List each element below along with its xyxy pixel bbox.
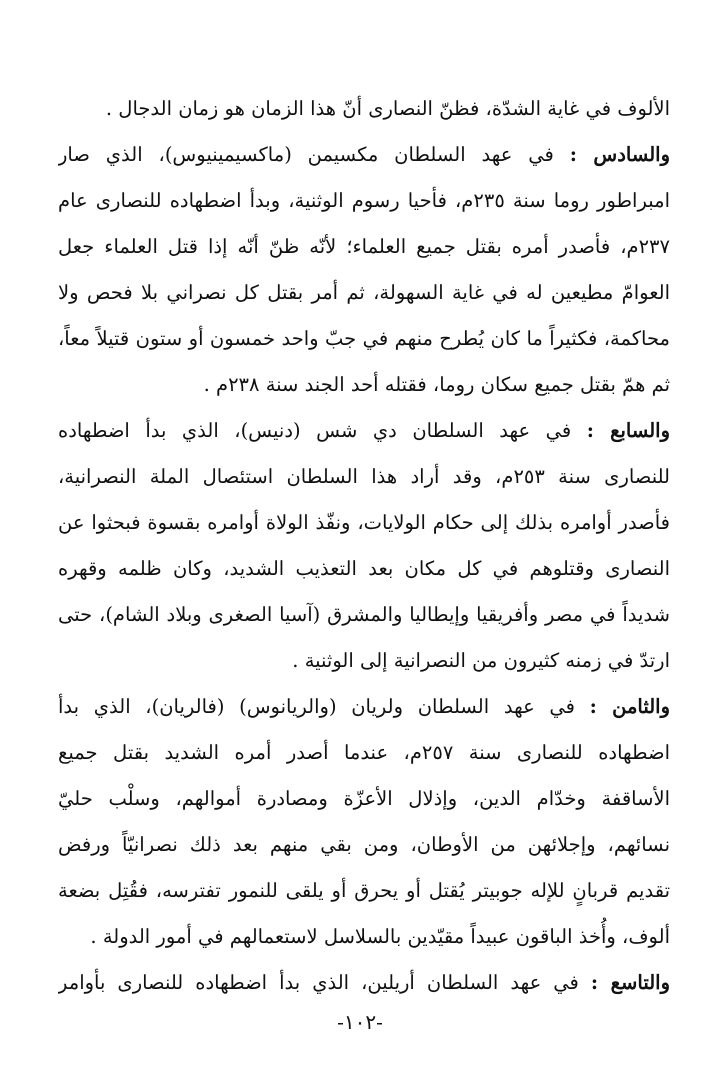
text-line [58,224,670,270]
line-text: نسائهم، وإجلائهن من الأوطان، ومن بقي منهم بعد ذلك نصرانيّاً ورفض [58,833,670,856]
line-text: الألوف في غاية الشدّة، فظنّ النصارى أنّ هذا الزمان هو زمان الدجال . [105,97,670,120]
line-text: في عهد السلطان دي شس (دنيس)، الذي بدأ اضطهاده [58,419,587,442]
line-text: للنصارى سنة ٢٥٣م، وقد أراد هذا السلطان استئصال الملة النصرانية، [58,465,670,488]
text-line [58,454,670,500]
text-line [58,776,670,822]
text-line [58,362,670,408]
line-text: ارتدّ في زمنه كثيرون من النصرانية إلى الوثنية . [292,649,670,672]
text-line [58,868,670,914]
text-line [58,408,670,454]
text-line [58,684,670,730]
section-heading: والسادس : [569,143,670,166]
line-text: النصارى وقتلوهم في كل مكان بعد التعذيب الشديد، وكان ظلمه وقهره [58,557,670,580]
line-text: في عهد السلطان ولريان (والريانوس) (فالريان)، الذي بدأ [58,695,590,718]
section-heading: والتاسع : [590,971,670,994]
text-line [58,86,670,132]
line-text: ٢٣٧م، فأصدر أمره بقتل جميع العلماء؛ لأنّه ظنّ أنّه إذا قتل العلماء جعل [58,235,670,258]
line-text: في عهد السلطان أريلين، الذي بدأ اضطهاده للنصارى بأوامر [58,971,591,994]
text-line [58,270,670,316]
text-line [58,960,670,1006]
text-line [58,178,670,224]
page-number: -١٠٢- [337,1010,383,1034]
text-line [58,638,670,684]
text-line [58,132,670,178]
text-line [58,592,670,638]
text-line [58,914,670,960]
text-line [58,500,670,546]
line-text: فأصدر أوامره بذلك إلى حكام الولايات، ونفّذ الولاة أوامره بقسوة فبحثوا عن [58,511,670,534]
text-line [58,316,670,362]
text-line [58,822,670,868]
line-text: العوامّ مطيعين له في غاية السهولة، ثم أمر بقتل كل نصراني بلا فحص ولا [58,281,670,304]
page-body [58,86,670,1006]
text-line [58,546,670,592]
line-text: شديداً في مصر وأفريقيا وإيطاليا والمشرق (آسيا الصغرى وبلاد الشام)، حتى [58,603,670,626]
line-text: امبراطور روما سنة ٢٣٥م، فأحيا رسوم الوثنية، وبدأ اضطهاده للنصارى عام [58,189,670,212]
line-text: ثم همّ بقتل جميع سكان روما، فقتله أحد الجند سنة ٢٣٨م . [203,373,670,396]
line-text: اضطهاده للنصارى سنة ٢٥٧م، عندما أصدر أمره الشديد بقتل جميع [58,741,670,764]
line-text: ألوف، وأُخذ الباقون عبيداً مقيّدين بالسلاسل لاستعمالهم في أمور الدولة . [90,925,670,948]
text-line [58,730,670,776]
section-heading: والثامن : [589,695,670,718]
line-text: الأساقفة وخدّام الدين، وإذلال الأعزّة ومصادرة أموالهم، وسلْب حليّ [58,787,670,810]
line-text: تقديم قربانٍ للإله جوبيتر يُقتل أو يحرق أو يلقى للنمور تفترسه، فقُتِل بضعة [58,879,670,902]
line-text: محاكمة، فكثيراً ما كان يُطرح منهم في جبّ واحد خمسون أو ستون قتيلاً معاً، [58,327,670,350]
line-text: في عهد السلطان مكسيمن (ماكسيمينيوس)، الذي صار [58,143,570,166]
section-heading: والسابع : [586,419,670,442]
